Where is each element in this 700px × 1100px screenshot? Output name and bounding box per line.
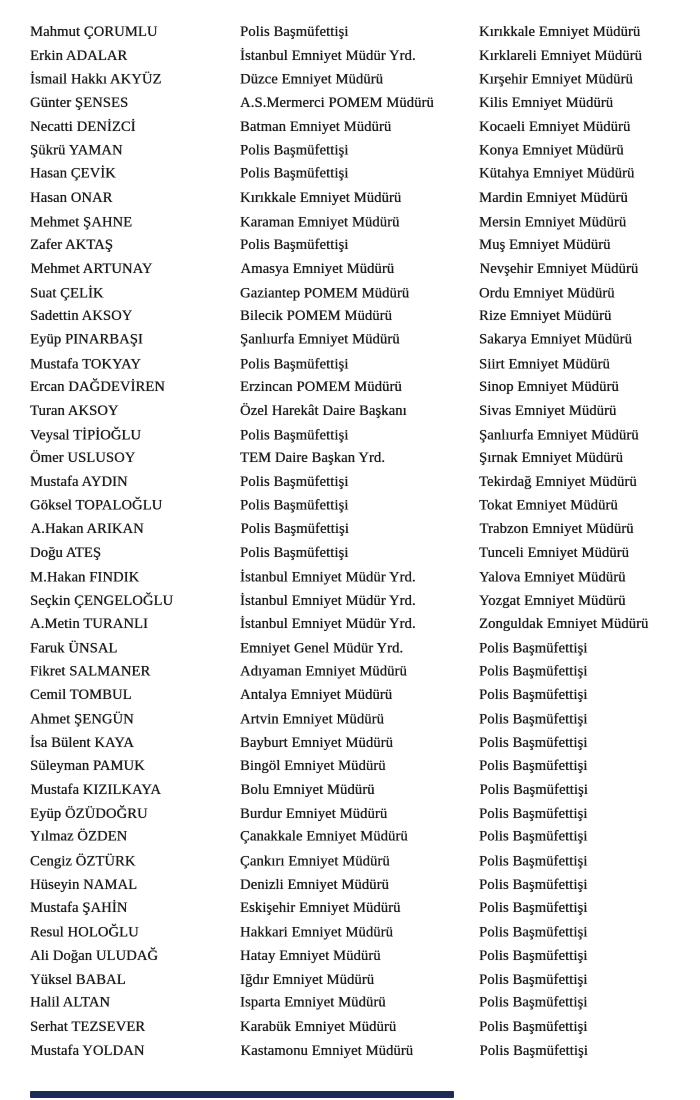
table-row	[0, 637, 700, 661]
table-row	[0, 92, 700, 116]
current-position: Isparta Emniyet Müdürü	[240, 994, 386, 1011]
table-row	[0, 305, 700, 329]
current-position: Düzce Emniyet Müdürü	[240, 71, 384, 88]
table-row	[0, 69, 700, 93]
current-position: Batman Emniyet Müdürü	[240, 118, 392, 135]
new-position: Polis Başmüfettişi	[479, 782, 588, 798]
table-row	[0, 613, 700, 637]
person-name: Doğu ATEŞ	[30, 545, 102, 562]
current-position: Amasya Emniyet Müdürü	[240, 260, 395, 277]
person-name: Ali Doğan ULUDAĞ	[30, 947, 159, 964]
table-row	[0, 116, 700, 140]
person-name: Veysal TİPİOĞLU	[30, 427, 142, 444]
current-position: Bingöl Emniyet Müdürü	[240, 758, 386, 775]
current-position: Karabük Emniyet Müdürü	[240, 1018, 397, 1035]
scan-artifact-bar	[30, 1091, 454, 1098]
new-position: Mardin Emniyet Müdürü	[479, 189, 628, 206]
table-row	[0, 447, 700, 471]
person-name: Göksel TOPALOĞLU	[30, 497, 163, 514]
new-position: Kırıkkale Emniyet Müdürü	[479, 24, 641, 40]
table-row	[0, 1016, 700, 1040]
person-name: Turan AKSOY	[30, 403, 119, 419]
current-position: TEM Daire Başkan Yrd.	[240, 450, 386, 467]
current-position: Polis Başmüfettişi	[240, 24, 349, 40]
new-position: Kırşehir Emniyet Müdürü	[479, 71, 633, 88]
current-position: Polis Başmüfettişi	[240, 427, 349, 444]
table-row	[0, 803, 700, 827]
new-position: Tokat Emniyet Müdürü	[479, 497, 618, 514]
table-row	[0, 542, 700, 566]
table-row	[0, 969, 700, 993]
new-position: Polis Başmüfettişi	[479, 947, 588, 964]
new-position: Yozgat Emniyet Müdürü	[479, 592, 626, 609]
new-position: Polis Başmüfettişi	[479, 1018, 588, 1035]
new-position: Yalova Emniyet Müdürü	[479, 569, 626, 586]
new-position: Polis Başmüfettişi	[479, 663, 588, 680]
new-position: Polis Başmüfettişi	[479, 900, 588, 917]
person-name: Hüseyin NAMAL	[30, 876, 138, 893]
current-position: Eskişehir Emniyet Müdürü	[240, 900, 401, 917]
person-name: Mehmet ARTUNAY	[30, 260, 153, 277]
person-name: Erkin ADALAR	[30, 47, 128, 64]
person-name: Suat ÇELİK	[30, 284, 104, 301]
table-row	[0, 684, 700, 708]
table-row	[1, 1040, 700, 1064]
table-row	[0, 400, 700, 424]
new-position: Polis Başmüfettişi	[479, 734, 588, 751]
current-position: İstanbul Emniyet Müdür Yrd.	[240, 592, 416, 609]
new-position: Sakarya Emniyet Müdürü	[479, 331, 632, 348]
person-name: Şükrü YAMAN	[30, 142, 123, 159]
table-row	[0, 922, 700, 946]
new-position: Trabzon Emniyet Müdürü	[479, 521, 634, 538]
person-name: Halil ALTAN	[30, 994, 111, 1011]
current-position: Çanakkale Emniyet Müdürü	[240, 828, 408, 845]
new-position: Tunceli Emniyet Müdürü	[479, 545, 630, 562]
new-position: Ordu Emniyet Müdürü	[479, 284, 615, 301]
new-position: Mersin Emniyet Müdürü	[479, 213, 627, 230]
current-position: Polis Başmüfettişi	[240, 142, 349, 159]
table-row	[0, 471, 700, 495]
person-name: Mustafa ŞAHİN	[30, 900, 128, 917]
new-position: Polis Başmüfettişi	[479, 687, 588, 704]
new-position: Tekirdağ Emniyet Müdürü	[479, 474, 637, 491]
new-position: Polis Başmüfettişi	[479, 758, 588, 775]
new-position: Kütahya Emniyet Müdürü	[479, 165, 635, 182]
table-row	[0, 874, 700, 898]
current-position: Şanlıurfa Emniyet Müdürü	[240, 331, 400, 348]
table-row	[0, 945, 700, 969]
current-position: Polis Başmüfettişi	[240, 165, 349, 182]
new-position: Kocaeli Emniyet Müdürü	[479, 118, 631, 135]
current-position: Hakkari Emniyet Müdürü	[240, 924, 393, 941]
person-name: Cengiz ÖZTÜRK	[30, 853, 136, 870]
person-name: Ömer USLUSOY	[30, 450, 136, 467]
new-position: Konya Emniyet Müdürü	[479, 142, 624, 159]
appointment-list	[0, 21, 700, 1063]
current-position: Çankırı Emniyet Müdürü	[240, 853, 390, 870]
table-row	[0, 590, 700, 614]
current-position: Bilecik POMEM Müdürü	[240, 308, 392, 325]
table-row	[1, 779, 700, 803]
current-position: Bolu Emniyet Müdürü	[240, 782, 375, 798]
new-position: Polis Başmüfettişi	[479, 876, 588, 893]
table-row	[0, 897, 700, 921]
table-row	[0, 234, 700, 258]
current-position: Özel Harekât Daire Başkanı	[240, 403, 407, 419]
new-position: Polis Başmüfettişi	[479, 828, 588, 845]
new-position: Kilis Emniyet Müdürü	[479, 95, 614, 112]
person-name: Eyüp PINARBAŞI	[30, 331, 143, 348]
new-position: Nevşehir Emniyet Müdürü	[479, 260, 639, 277]
table-row	[0, 708, 700, 732]
current-position: Emniyet Genel Müdür Yrd.	[240, 640, 404, 657]
current-position: Polis Başmüfettişi	[240, 474, 349, 491]
new-position: Sivas Emniyet Müdürü	[479, 403, 617, 419]
person-name: Mahmut ÇORUMLU	[30, 24, 158, 40]
table-row	[0, 755, 700, 779]
current-position: Kırıkkale Emniyet Müdürü	[240, 189, 402, 206]
person-name: Sadettin AKSOY	[30, 308, 133, 325]
table-row	[1, 258, 700, 282]
current-position: Erzincan POMEM Müdürü	[240, 379, 402, 396]
current-position: Iğdır Emniyet Müdürü	[240, 971, 375, 988]
person-name: Resul HOLOĞLU	[30, 924, 139, 941]
table-row	[0, 282, 700, 306]
current-position: Kastamonu Emniyet Müdürü	[240, 1042, 414, 1059]
table-row	[0, 850, 700, 874]
table-row	[0, 376, 700, 400]
table-row	[1, 518, 700, 542]
person-name: İsa Bülent KAYA	[30, 734, 134, 751]
table-row	[0, 353, 700, 377]
current-position: İstanbul Emniyet Müdür Yrd.	[240, 47, 416, 64]
new-position: Muş Emniyet Müdürü	[479, 237, 611, 254]
table-row	[0, 494, 700, 518]
person-name: Yılmaz ÖZDEN	[30, 828, 128, 845]
table-row	[0, 328, 700, 352]
table-row	[0, 140, 700, 164]
new-position: Polis Başmüfettişi	[479, 1042, 588, 1059]
new-position: Polis Başmüfettişi	[479, 994, 588, 1011]
current-position: Polis Başmüfettişi	[240, 356, 349, 373]
new-position: Polis Başmüfettişi	[479, 805, 588, 822]
table-row	[0, 826, 700, 850]
person-name: Cemil TOMBUL	[30, 687, 132, 704]
current-position: Hatay Emniyet Müdürü	[240, 947, 381, 964]
current-position: Antalya Emniyet Müdürü	[240, 687, 393, 704]
table-row	[0, 424, 700, 448]
table-row	[0, 45, 700, 69]
person-name: Serhat TEZSEVER	[30, 1018, 146, 1035]
person-name: Mustafa YOLDAN	[30, 1042, 145, 1059]
person-name: Seçkin ÇENGELOĞLU	[30, 592, 174, 609]
current-position: Karaman Emniyet Müdürü	[240, 213, 400, 230]
table-row	[0, 660, 700, 684]
table-row	[0, 211, 700, 235]
person-name: Günter ŞENSES	[30, 95, 129, 112]
person-name: Eyüp ÖZÜDOĞRU	[30, 805, 148, 822]
table-row	[0, 187, 700, 211]
new-position: Zonguldak Emniyet Müdürü	[479, 616, 649, 633]
person-name: A.Metin TURANLI	[30, 616, 148, 633]
person-name: Zafer AKTAŞ	[30, 237, 114, 254]
person-name: Mustafa TOKYAY	[30, 356, 141, 373]
person-name: Hasan ÇEVİK	[30, 165, 116, 182]
person-name: Necatti DENİZCİ	[30, 118, 136, 135]
new-position: Polis Başmüfettişi	[479, 924, 588, 941]
person-name: Hasan ONAR	[30, 189, 113, 206]
new-position: Şırnak Emniyet Müdürü	[479, 450, 623, 467]
person-name: Ercan DAĞDEVİREN	[30, 379, 165, 396]
table-row	[0, 163, 700, 187]
current-position: Polis Başmüfettişi	[240, 521, 349, 538]
new-position: Polis Başmüfettişi	[479, 971, 588, 988]
current-position: Denizli Emniyet Müdürü	[240, 876, 389, 893]
new-position: Polis Başmüfettişi	[479, 711, 588, 728]
current-position: Burdur Emniyet Müdürü	[240, 805, 388, 822]
table-row	[0, 992, 700, 1016]
current-position: Gaziantep POMEM Müdürü	[240, 284, 410, 301]
new-position: Kırklareli Emniyet Müdürü	[479, 47, 642, 64]
person-name: İsmail Hakkı AKYÜZ	[30, 71, 162, 88]
new-position: Polis Başmüfettişi	[479, 853, 588, 870]
person-name: Mustafa KIZILKAYA	[30, 782, 161, 798]
person-name: Mustafa AYDIN	[30, 474, 128, 491]
current-position: Polis Başmüfettişi	[240, 545, 349, 562]
table-row	[0, 566, 700, 590]
person-name: Mehmet ŞAHNE	[30, 213, 133, 230]
current-position: Polis Başmüfettişi	[240, 237, 349, 254]
person-name: Süleyman PAMUK	[30, 758, 145, 775]
person-name: Ahmet ŞENGÜN	[30, 711, 134, 728]
new-position: Sinop Emniyet Müdürü	[479, 379, 619, 396]
new-position: Şanlıurfa Emniyet Müdürü	[479, 427, 639, 444]
current-position: A.S.Mermerci POMEM Müdürü	[240, 95, 434, 112]
current-position: İstanbul Emniyet Müdür Yrd.	[240, 569, 416, 586]
current-position: Adıyaman Emniyet Müdürü	[240, 663, 407, 680]
person-name: Fikret SALMANER	[30, 663, 151, 680]
current-position: Artvin Emniyet Müdürü	[240, 711, 384, 728]
table-row	[0, 732, 700, 756]
new-position: Polis Başmüfettişi	[479, 640, 588, 657]
new-position: Siirt Emniyet Müdürü	[479, 356, 610, 373]
person-name: Yüksel BABAL	[30, 971, 126, 988]
new-position: Rize Emniyet Müdürü	[479, 308, 612, 325]
person-name: A.Hakan ARIKAN	[30, 521, 144, 538]
current-position: İstanbul Emniyet Müdür Yrd.	[240, 616, 416, 633]
current-position: Bayburt Emniyet Müdürü	[240, 734, 393, 751]
table-row	[0, 21, 700, 45]
person-name: Faruk ÜNSAL	[30, 640, 118, 657]
person-name: M.Hakan FINDIK	[30, 569, 140, 586]
current-position: Polis Başmüfettişi	[240, 497, 349, 514]
